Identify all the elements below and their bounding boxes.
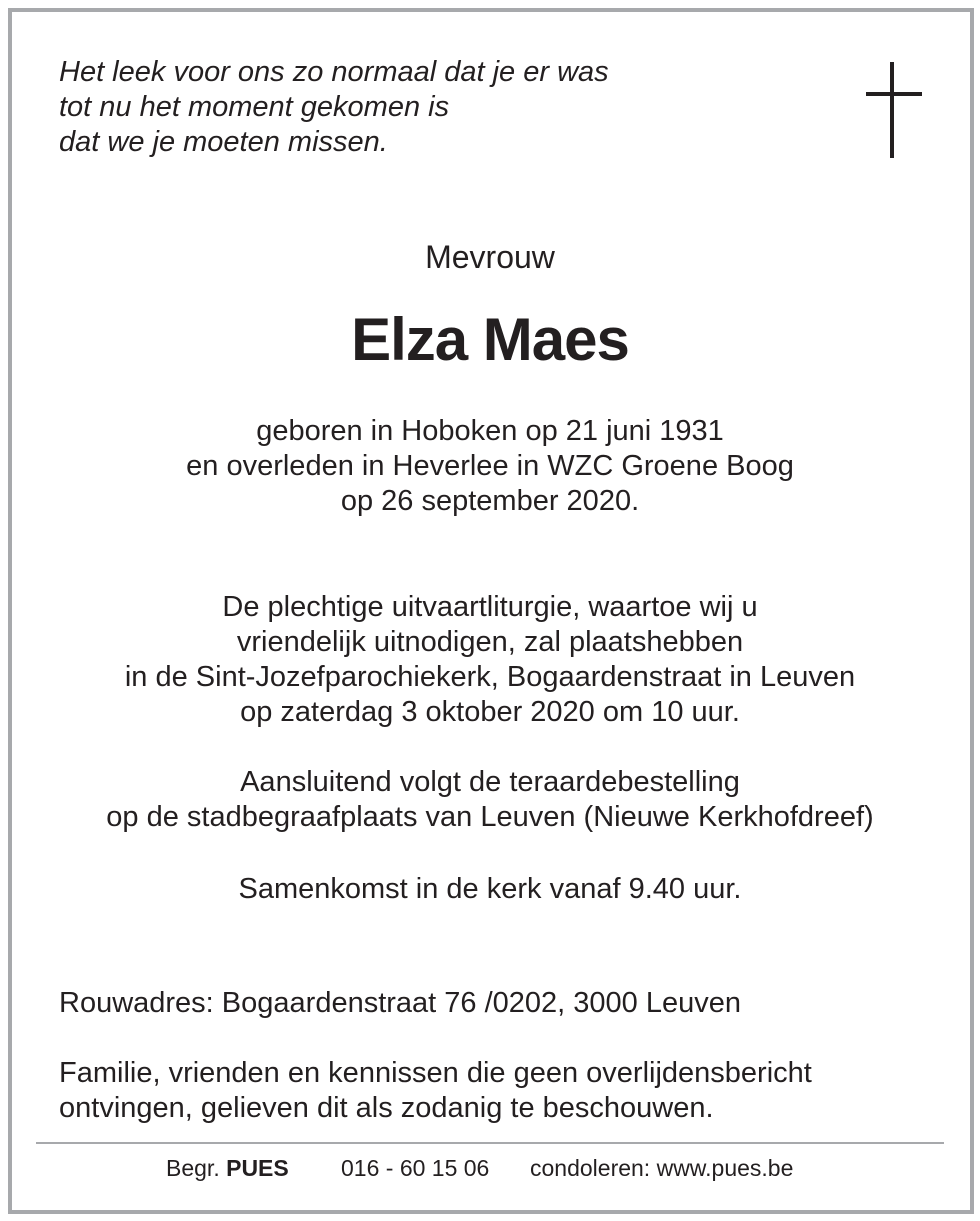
funeral-director <box>166 1152 289 1184</box>
birth-death-line: en overleden in Heverlee in WZC Groene Boog <box>186 450 794 482</box>
liturgy-line: op zaterdag 3 oktober 2020 om 10 uur. <box>240 696 740 728</box>
footer-condolence-link[interactable]: condoleren: www.pues.be <box>530 1155 794 1181</box>
deceased-name: Elza Maes <box>351 306 629 373</box>
funeral-director-prefix: Begr. <box>166 1155 220 1181</box>
funeral-director-name: PUES <box>226 1155 289 1181</box>
motto-line: Het leek voor ons zo normaal dat je er was <box>59 56 609 88</box>
gathering-info: Samenkomst in de kerk vanaf 9.40 uur. <box>238 873 742 905</box>
birth-death-line: op 26 september 2020. <box>340 485 640 517</box>
motto-line: dat we je moeten missen. <box>59 126 388 158</box>
burial-info <box>0 765 980 835</box>
burial-line: op de stadbegraafplaats van Leuven (Nieuwe Kerkhofdreef) <box>106 801 874 833</box>
birth-death-line: geboren in Hoboken op 21 juni 1931 <box>256 415 724 447</box>
footer-phone: 016 - 60 15 06 <box>341 1155 490 1181</box>
family-notice-line: Familie, vrienden en kennissen die geen overlijdensbericht <box>59 1057 812 1089</box>
cross-icon <box>866 62 922 158</box>
liturgy-line: vriendelijk uitnodigen, zal plaatshebben <box>236 626 744 658</box>
burial-line: Aansluitend volgt de teraardebestelling <box>240 766 740 798</box>
liturgy-line: De plechtige uitvaartliturgie, waartoe wij u <box>222 591 758 623</box>
liturgy-line: in de Sint-Jozefparochiekerk, Bogaardenstraat in Leuven <box>124 661 856 693</box>
mourning-address: Rouwadres: Bogaardenstraat 76 /0202, 3000 Leuven <box>59 987 741 1019</box>
family-notice <box>59 1056 812 1126</box>
footer-divider <box>36 1142 944 1144</box>
birth-death-info <box>0 414 980 519</box>
deceased-title: Mevrouw <box>425 239 555 275</box>
motto-quote <box>59 55 609 160</box>
motto-line: tot nu het moment gekomen is <box>59 91 450 123</box>
family-notice-line: ontvingen, gelieven dit als zodanig te beschouwen. <box>59 1092 714 1124</box>
liturgy-info <box>0 590 980 730</box>
